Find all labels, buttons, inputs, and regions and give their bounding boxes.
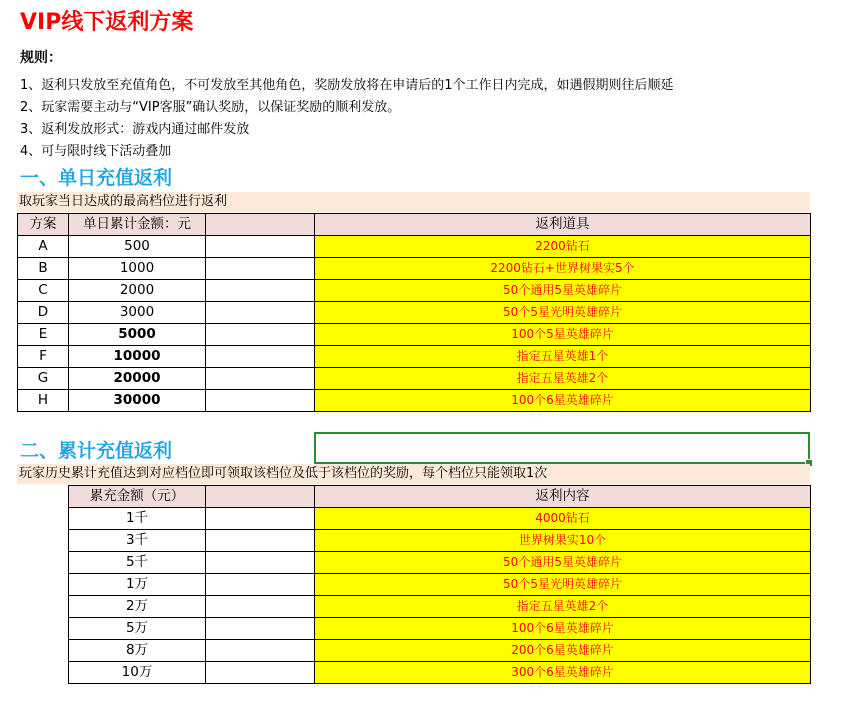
amount-cell[interactable]: 10万 <box>69 662 206 684</box>
table-row <box>18 258 811 280</box>
table-row <box>69 640 811 662</box>
amount-cell[interactable]: 3000 <box>69 302 206 324</box>
amount-cell[interactable]: 500 <box>69 236 206 258</box>
plan-cell[interactable]: E <box>18 324 69 346</box>
amount-cell[interactable]: 2万 <box>69 596 206 618</box>
empty-cell[interactable] <box>206 368 315 390</box>
reward-cell[interactable]: 指定五星英雄2个 <box>315 596 811 618</box>
amount-cell[interactable]: 1000 <box>69 258 206 280</box>
table-row <box>18 368 811 390</box>
amount-cell[interactable]: 3千 <box>69 530 206 552</box>
amount-cell[interactable]: 5万 <box>69 618 206 640</box>
empty-cell[interactable] <box>206 280 315 302</box>
reward-cell[interactable]: 指定五星英雄1个 <box>315 346 811 368</box>
amount-header[interactable]: 累充金额（元） <box>69 486 206 508</box>
empty-cell[interactable] <box>206 552 315 574</box>
reward-cell[interactable]: 100个5星英雄碎片 <box>315 324 811 346</box>
plan-cell[interactable]: B <box>18 258 69 280</box>
empty-cell[interactable] <box>206 530 315 552</box>
daily-rebate-table <box>17 213 811 412</box>
reward-cell[interactable]: 50个通用5星英雄碎片 <box>315 552 811 574</box>
table-row <box>18 390 811 412</box>
reward-cell[interactable]: 指定五星英雄2个 <box>315 368 811 390</box>
table-row <box>69 574 811 596</box>
table-row <box>18 302 811 324</box>
empty-cell[interactable] <box>206 662 315 684</box>
section2-title: 二、累计充值返利 <box>20 440 173 462</box>
empty-cell[interactable] <box>206 302 315 324</box>
table-row <box>18 236 811 258</box>
table-row <box>69 552 811 574</box>
rule-item-1: 1、返利只发放至充值角色，不可发放至其他角色，奖励发放将在申请后的1个工作日内完成，如遇假期则往后顺延 <box>20 78 674 93</box>
amount-cell[interactable]: 2000 <box>69 280 206 302</box>
amount-cell[interactable]: 5千 <box>69 552 206 574</box>
reward-cell[interactable]: 2200钻石+世界树果实5个 <box>315 258 811 280</box>
empty-cell[interactable] <box>206 258 315 280</box>
reward-cell[interactable]: 世界树果实10个 <box>315 530 811 552</box>
reward-header[interactable]: 返利道具 <box>315 214 811 236</box>
amount-cell[interactable]: 8万 <box>69 640 206 662</box>
section1-note: 取玩家当日达成的最高档位进行返利 <box>17 192 810 212</box>
table-row <box>69 618 811 640</box>
table-row <box>18 346 811 368</box>
reward-cell[interactable]: 4000钻石 <box>315 508 811 530</box>
plan-cell[interactable]: D <box>18 302 69 324</box>
amount-cell[interactable]: 10000 <box>69 346 206 368</box>
cell-selection-box[interactable] <box>314 432 810 464</box>
reward-cell[interactable]: 200个6星英雄碎片 <box>315 640 811 662</box>
empty-cell[interactable] <box>206 346 315 368</box>
empty-cell[interactable] <box>206 596 315 618</box>
amount-cell[interactable]: 30000 <box>69 390 206 412</box>
table-row <box>69 662 811 684</box>
table-row <box>69 596 811 618</box>
empty-cell[interactable] <box>206 640 315 662</box>
reward-cell[interactable]: 100个6星英雄碎片 <box>315 390 811 412</box>
amount-cell[interactable]: 1千 <box>69 508 206 530</box>
cumulative-rebate-table <box>68 485 811 684</box>
empty-cell[interactable] <box>206 508 315 530</box>
reward-cell[interactable]: 2200钻石 <box>315 236 811 258</box>
reward-cell[interactable]: 50个通用5星英雄碎片 <box>315 280 811 302</box>
reward-cell[interactable]: 100个6星英雄碎片 <box>315 618 811 640</box>
table-row <box>18 324 811 346</box>
empty-cell[interactable] <box>206 236 315 258</box>
section1-title: 一、单日充值返利 <box>20 167 173 189</box>
reward-cell[interactable]: 50个5星光明英雄碎片 <box>315 302 811 324</box>
empty-cell[interactable] <box>206 618 315 640</box>
amount-cell[interactable]: 5000 <box>69 324 206 346</box>
rule-item-3: 3、返利发放形式：游戏内通过邮件发放 <box>20 122 250 137</box>
rule-item-2: 2、玩家需要主动与“VIP客服”确认奖励，以保证奖励的顺利发放。 <box>20 100 401 115</box>
section2-note: 玩家历史累计充值达到对应档位即可领取该档位及低于该档位的奖励，每个档位只能领取1次 <box>17 464 810 484</box>
reward-cell[interactable]: 300个6星英雄碎片 <box>315 662 811 684</box>
plan-cell[interactable]: A <box>18 236 69 258</box>
amount-cell[interactable]: 1万 <box>69 574 206 596</box>
plan-cell[interactable]: F <box>18 346 69 368</box>
empty-cell[interactable] <box>206 324 315 346</box>
amount-cell[interactable]: 20000 <box>69 368 206 390</box>
amount-header[interactable]: 单日累计金额：元 <box>69 214 206 236</box>
rule-item-4: 4、可与限时线下活动叠加 <box>20 144 172 159</box>
table-header-row <box>18 214 811 236</box>
table-row <box>69 508 811 530</box>
empty-cell[interactable] <box>206 574 315 596</box>
plan-cell[interactable]: H <box>18 390 69 412</box>
blank-header[interactable] <box>206 486 315 508</box>
table-row <box>18 280 811 302</box>
plan-header[interactable]: 方案 <box>18 214 69 236</box>
table-header-row <box>69 486 811 508</box>
reward-cell[interactable]: 50个5星光明英雄碎片 <box>315 574 811 596</box>
plan-cell[interactable]: G <box>18 368 69 390</box>
empty-cell[interactable] <box>206 390 315 412</box>
rules-heading: 规则： <box>20 50 62 66</box>
plan-cell[interactable]: C <box>18 280 69 302</box>
table-row <box>69 530 811 552</box>
blank-header[interactable] <box>206 214 315 236</box>
page-title: VIP线下返利方案 <box>20 10 194 35</box>
reward-header[interactable]: 返利内容 <box>315 486 811 508</box>
